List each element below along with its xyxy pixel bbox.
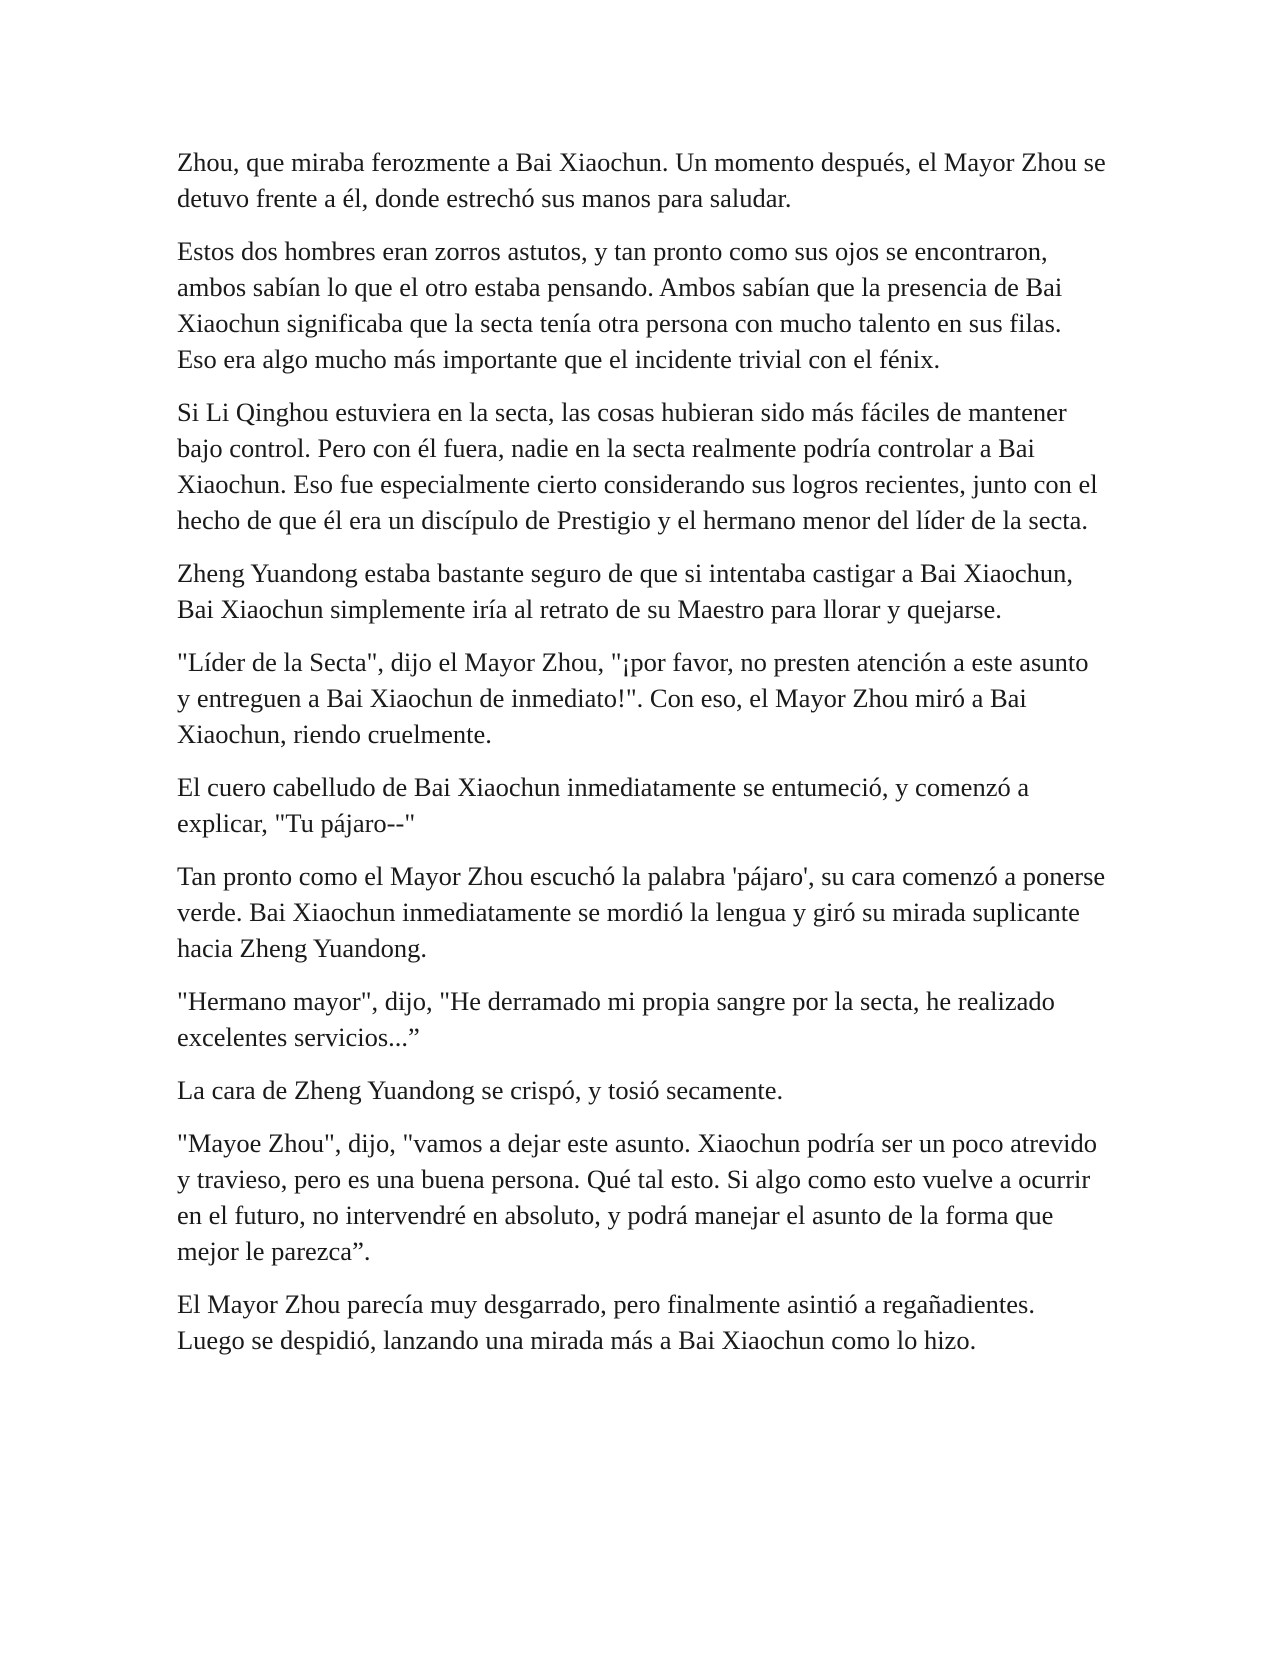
paragraph-3: Si Li Qinghou estuviera en la secta, las cosas hubieran sido más fáciles de mantener bajo control. Pero con él fuera, nadie en la secta realmente podría controlar a Bai Xiaochun. Eso fue especialmente cierto considerando sus logros recientes, junto con el hecho de que él era un discípulo de Prestigio y el hermano menor del líder de la secta.	[177, 397, 1098, 535]
paragraph-2: Estos dos hombres eran zorros astutos, y tan pronto como sus ojos se encontraron, ambos sabían lo que el otro estaba pensando. Ambos sabían que la presencia de Bai Xiaochun significaba que la secta tenía otra persona con mucho talento en sus filas. Eso era algo mucho más importante que el incidente trivial con el fénix.	[177, 236, 1063, 374]
paragraph-11: El Mayor Zhou parecía muy desgarrado, pero finalmente asintió a regañadientes. Luego se despidió, lanzando una mirada más a Bai Xiaochun como lo hizo.	[177, 1289, 1035, 1355]
paragraph-8: "Hermano mayor", dijo, "He derramado mi propia sangre por la secta, he realizado excelentes servicios...”	[177, 986, 1055, 1052]
paragraph-1: Zhou, que miraba ferozmente a Bai Xiaochun. Un momento después, el Mayor Zhou se detuvo frente a él, donde estrechó sus manos para saludar.	[177, 147, 1106, 213]
paragraph-9: La cara de Zheng Yuandong se crispó, y tosió secamente.	[177, 1075, 784, 1105]
paragraph-4: Zheng Yuandong estaba bastante seguro de que si intentaba castigar a Bai Xiaochun, Bai Xiaochun simplemente iría al retrato de su Maestro para llorar y quejarse.	[177, 558, 1074, 624]
paragraph-7: Tan pronto como el Mayor Zhou escuchó la palabra 'pájaro', su cara comenzó a ponerse verde. Bai Xiaochun inmediatamente se mordió la lengua y giró su mirada suplicante hacia Zheng Yuandong.	[177, 861, 1106, 963]
paragraph-6: El cuero cabelludo de Bai Xiaochun inmediatamente se entumeció, y comenzó a explicar, "Tu pájaro--"	[177, 772, 1030, 838]
document-body	[177, 144, 1107, 1375]
paragraph-10: "Mayoe Zhou", dijo, "vamos a dejar este asunto. Xiaochun podría ser un poco atrevido y travieso, pero es una buena persona. Qué tal esto. Si algo como esto vuelve a ocurrir en el futuro, no intervendré en absoluto, y podrá manejar el asunto de la forma que mejor le parezca”.	[177, 1128, 1097, 1266]
paragraph-5: "Líder de la Secta", dijo el Mayor Zhou, "¡por favor, no presten atención a este asunto y entreguen a Bai Xiaochun de inmediato!". Con eso, el Mayor Zhou miró a Bai Xiaochun, riendo cruelmente.	[177, 647, 1089, 749]
